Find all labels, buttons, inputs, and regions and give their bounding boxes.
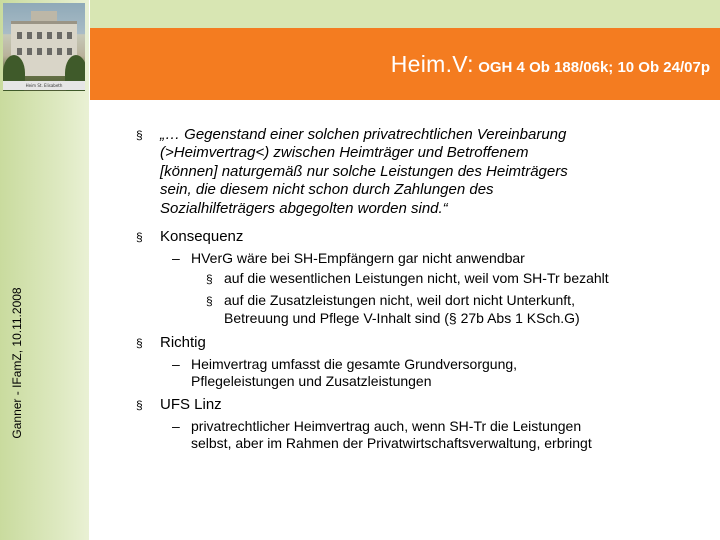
bullet-richtig: § <box>136 336 143 350</box>
ufs-text <box>191 418 592 451</box>
quote-line-5: Sozialhilfeträgers abgegolten worden sind.“ <box>160 199 448 217</box>
bullet-konsequenz-item-2: § <box>206 294 213 308</box>
photo-caption: Heim St. Elisabeth <box>3 81 85 90</box>
konsequenz-item-2: auf die Zusatzleistungen nicht, weil dort nicht Unterkunft, <box>224 292 575 308</box>
title-sub: OGH 4 Ob 188/06k; 10 Ob 24/07p <box>478 59 710 76</box>
quote-line-2: (>Heimvertrag<) zwischen Heimträger und Betroffenem <box>160 144 529 162</box>
title-main: Heim.V: <box>390 51 474 77</box>
richtig-heading: Richtig <box>160 334 206 351</box>
konsequenz-heading: Konsequenz <box>160 228 244 245</box>
vertical-footer-text: Ganner - IFamZ, 10.11.2008 <box>10 287 24 439</box>
ufs-heading: UFS Linz <box>160 396 222 413</box>
ufs-line-2: selbst, aber im Rahmen der Privatwirtschaftsverwaltung, erbringt <box>191 434 592 451</box>
bullet-konsequenz: § <box>136 230 143 244</box>
dash-konsequenz: – <box>172 250 180 266</box>
richtig-line-1: Heimvertrag umfasst die gesamte Grundversorgung, <box>191 356 518 372</box>
ufs-line-1: privatrechtlicher Heimvertrag auch, wenn SH-Tr die Leistungen <box>191 418 582 434</box>
bullet-konsequenz-item-1: § <box>206 272 213 286</box>
bullet-ufs: § <box>136 398 143 412</box>
konsequenz-sub: HVerG wäre bei SH-Empfängern gar nicht anwendbar <box>191 250 525 266</box>
quote-block <box>160 126 568 218</box>
quote-line-4: sein, die diesem nicht schon durch Zahlungen des <box>160 181 494 199</box>
richtig-line-2: Pflegeleistungen und Zusatzleistungen <box>191 372 432 389</box>
konsequenz-item-1: auf die wesentlichen Leistungen nicht, weil vom SH-Tr bezahlt <box>224 270 609 286</box>
quote-line-1: „… Gegenstand einer solchen privatrechtlichen Vereinbarung <box>160 126 567 143</box>
richtig-text <box>191 356 517 389</box>
dash-richtig: – <box>172 356 180 372</box>
konsequenz-item-2-cont: Betreuung und Pflege V-Inhalt sind (§ 27b Abs 1 KSch.G) <box>224 310 580 326</box>
bullet-quote: § <box>136 128 143 142</box>
dash-ufs: – <box>172 418 180 434</box>
quote-line-3: [können] naturgemäß nur solche Leistungen des Heimträgers <box>160 162 568 180</box>
